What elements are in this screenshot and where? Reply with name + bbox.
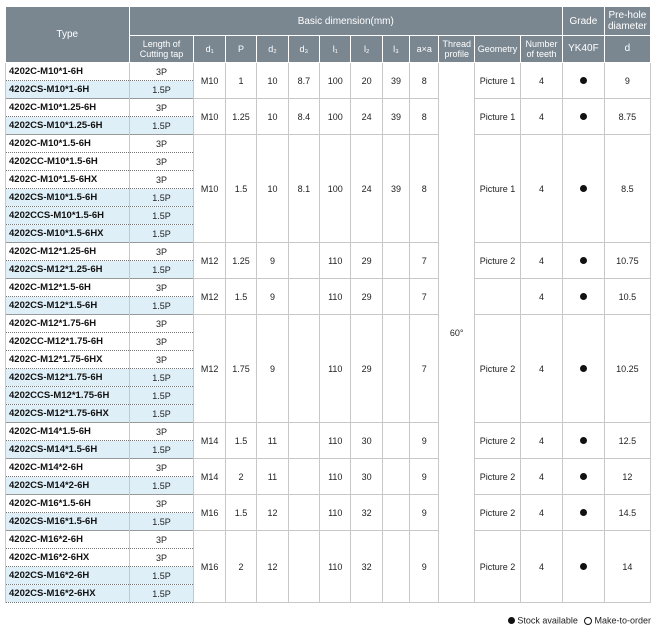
l2-cell: 29 bbox=[351, 243, 382, 279]
cutting-tap-cell: 3P bbox=[129, 423, 194, 441]
l2-cell: 32 bbox=[351, 531, 382, 603]
cutting-tap-cell: 1.5P bbox=[129, 477, 194, 495]
l2-cell: 30 bbox=[351, 459, 382, 495]
type-cell: 4202C-M12*1.5-6H bbox=[6, 279, 130, 297]
prehole-d-cell: 12 bbox=[604, 459, 650, 495]
l1-cell: 110 bbox=[320, 279, 351, 315]
geometry-cell: Picture 2 bbox=[475, 243, 521, 279]
l2-cell: 29 bbox=[351, 279, 382, 315]
l2-cell: 24 bbox=[351, 99, 382, 135]
cutting-tap-cell: 1.5P bbox=[129, 117, 194, 135]
legend-make-label: Make-to-order bbox=[594, 615, 651, 626]
type-cell: 4202CS-M16*2-6HX bbox=[6, 585, 130, 603]
header-geometry: Geometry bbox=[475, 36, 521, 63]
type-cell: 4202C-M12*1.75-6HX bbox=[6, 351, 130, 369]
d1-cell: M12 bbox=[194, 315, 225, 423]
table-row bbox=[6, 495, 651, 513]
teeth-cell: 4 bbox=[521, 243, 563, 279]
l2-cell: 24 bbox=[351, 135, 382, 243]
header-d: d bbox=[604, 36, 650, 63]
header-d3: d₃ bbox=[288, 36, 319, 63]
type-cell: 4202CC-M12*1.75-6H bbox=[6, 333, 130, 351]
type-cell: 4202CS-M10*1-6H bbox=[6, 81, 130, 99]
type-cell: 4202CS-M12*1.25-6H bbox=[6, 261, 130, 279]
cutting-tap-cell: 3P bbox=[129, 63, 194, 81]
l2-cell: 32 bbox=[351, 495, 382, 531]
geometry-cell: Picture 1 bbox=[475, 63, 521, 99]
table-row bbox=[6, 135, 651, 153]
grade-cell bbox=[562, 135, 604, 243]
p-cell: 1.5 bbox=[225, 423, 256, 459]
cutting-tap-cell: 3P bbox=[129, 279, 194, 297]
cutting-tap-cell: 1.5P bbox=[129, 441, 194, 459]
d2-cell: 9 bbox=[257, 315, 288, 423]
d1-cell: M14 bbox=[194, 423, 225, 459]
make-to-order-circle-icon bbox=[584, 617, 592, 625]
l1-cell: 110 bbox=[320, 243, 351, 279]
l3-cell bbox=[382, 459, 409, 495]
p-cell: 1 bbox=[225, 63, 256, 99]
type-cell: 4202CS-M10*1.25-6H bbox=[6, 117, 130, 135]
cutting-tap-cell: 3P bbox=[129, 495, 194, 513]
prehole-d-cell: 8.5 bbox=[604, 135, 650, 243]
type-cell: 4202C-M16*2-6HX bbox=[6, 549, 130, 567]
header-teeth: Number of teeth bbox=[521, 36, 563, 63]
type-cell: 4202CS-M14*2-6H bbox=[6, 477, 130, 495]
stock-available-dot-icon bbox=[580, 473, 587, 480]
stock-available-dot-icon bbox=[580, 113, 587, 120]
type-cell: 4202CS-M10*1.5-6HX bbox=[6, 225, 130, 243]
l2-cell: 20 bbox=[351, 63, 382, 99]
p-cell: 1.75 bbox=[225, 315, 256, 423]
d3-cell: 8.4 bbox=[288, 99, 319, 135]
cutting-tap-cell: 1.5P bbox=[129, 513, 194, 531]
d2-cell: 11 bbox=[257, 459, 288, 495]
prehole-d-cell: 10.5 bbox=[604, 279, 650, 315]
prehole-d-cell: 14.5 bbox=[604, 495, 650, 531]
cutting-tap-cell: 3P bbox=[129, 549, 194, 567]
grade-cell bbox=[562, 63, 604, 99]
axa-cell: 9 bbox=[410, 495, 439, 531]
axa-cell: 8 bbox=[410, 135, 439, 243]
p-cell: 1.5 bbox=[225, 495, 256, 531]
stock-available-dot-icon bbox=[580, 563, 587, 570]
grade-cell bbox=[562, 531, 604, 603]
cutting-tap-cell: 3P bbox=[129, 99, 194, 117]
cutting-tap-cell: 3P bbox=[129, 135, 194, 153]
geometry-cell: Picture 2 bbox=[475, 531, 521, 603]
prehole-d-cell: 9 bbox=[604, 63, 650, 99]
type-cell: 4202CS-M16*1.5-6H bbox=[6, 513, 130, 531]
cutting-tap-cell: 3P bbox=[129, 243, 194, 261]
p-cell: 1.5 bbox=[225, 279, 256, 315]
type-cell: 4202C-M12*1.25-6H bbox=[6, 243, 130, 261]
prehole-d-cell: 12.5 bbox=[604, 423, 650, 459]
p-cell: 1.25 bbox=[225, 243, 256, 279]
legend-stock-label: Stock available bbox=[517, 615, 578, 626]
header-thread-profile: Thread profile bbox=[439, 36, 475, 63]
l1-cell: 110 bbox=[320, 495, 351, 531]
stock-available-dot-icon bbox=[508, 617, 515, 624]
l1-cell: 110 bbox=[320, 315, 351, 423]
stock-available-dot-icon bbox=[580, 365, 587, 372]
axa-cell: 9 bbox=[410, 531, 439, 603]
l1-cell: 110 bbox=[320, 531, 351, 603]
d3-cell: 8.7 bbox=[288, 63, 319, 99]
cutting-tap-cell: 1.5P bbox=[129, 405, 194, 423]
prehole-d-cell: 10.75 bbox=[604, 243, 650, 279]
header-length-cutting-tap: Length of Cutting tap bbox=[129, 36, 194, 63]
header-l1: l₁ bbox=[320, 36, 351, 63]
p-cell: 1.25 bbox=[225, 99, 256, 135]
header-type: Type bbox=[6, 7, 130, 63]
header-d1: d₁ bbox=[194, 36, 225, 63]
d3-cell bbox=[288, 459, 319, 495]
p-cell: 1.5 bbox=[225, 135, 256, 243]
l2-cell: 29 bbox=[351, 315, 382, 423]
table-row bbox=[6, 63, 651, 81]
teeth-cell: 4 bbox=[521, 423, 563, 459]
d3-cell bbox=[288, 243, 319, 279]
axa-cell: 8 bbox=[410, 63, 439, 99]
header-l3: l₃ bbox=[382, 36, 409, 63]
axa-cell: 8 bbox=[410, 99, 439, 135]
l3-cell bbox=[382, 243, 409, 279]
d2-cell: 9 bbox=[257, 279, 288, 315]
teeth-cell: 4 bbox=[521, 135, 563, 243]
stock-available-dot-icon bbox=[580, 437, 587, 444]
header-prehole: Pre-hole diameter bbox=[604, 7, 650, 36]
type-cell: 4202CCS-M10*1.5-6H bbox=[6, 207, 130, 225]
type-cell: 4202C-M16*1.5-6H bbox=[6, 495, 130, 513]
geometry-cell: Picture 1 bbox=[475, 135, 521, 243]
l3-cell: 39 bbox=[382, 135, 409, 243]
grade-cell bbox=[562, 315, 604, 423]
cutting-tap-cell: 3P bbox=[129, 315, 194, 333]
cutting-tap-cell: 3P bbox=[129, 531, 194, 549]
type-cell: 4202C-M14*2-6H bbox=[6, 459, 130, 477]
type-cell: 4202C-M10*1-6H bbox=[6, 63, 130, 81]
cutting-tap-cell: 1.5P bbox=[129, 261, 194, 279]
stock-available-dot-icon bbox=[580, 293, 587, 300]
type-cell: 4202CS-M16*2-6H bbox=[6, 567, 130, 585]
d1-cell: M10 bbox=[194, 63, 225, 99]
cutting-tap-cell: 1.5P bbox=[129, 207, 194, 225]
cutting-tap-cell: 3P bbox=[129, 333, 194, 351]
teeth-cell: 4 bbox=[521, 279, 563, 315]
type-cell: 4202C-M16*2-6H bbox=[6, 531, 130, 549]
d1-cell: M12 bbox=[194, 279, 225, 315]
cutting-tap-cell: 1.5P bbox=[129, 81, 194, 99]
grade-cell bbox=[562, 423, 604, 459]
grade-cell bbox=[562, 495, 604, 531]
p-cell: 2 bbox=[225, 459, 256, 495]
geometry-cell bbox=[475, 279, 521, 315]
d1-cell: M14 bbox=[194, 459, 225, 495]
geometry-cell: Picture 2 bbox=[475, 495, 521, 531]
axa-cell: 7 bbox=[410, 315, 439, 423]
l3-cell bbox=[382, 423, 409, 459]
header-l2: l₂ bbox=[351, 36, 382, 63]
geometry-cell: Picture 2 bbox=[475, 315, 521, 423]
d1-cell: M12 bbox=[194, 243, 225, 279]
prehole-d-cell: 14 bbox=[604, 531, 650, 603]
table-row bbox=[6, 99, 651, 117]
type-cell: 4202CS-M12*1.5-6H bbox=[6, 297, 130, 315]
teeth-cell: 4 bbox=[521, 459, 563, 495]
legend bbox=[508, 615, 651, 626]
teeth-cell: 4 bbox=[521, 315, 563, 423]
cutting-tap-cell: 1.5P bbox=[129, 585, 194, 603]
stock-available-dot-icon bbox=[580, 185, 587, 192]
cutting-tap-cell: 3P bbox=[129, 171, 194, 189]
header-d2: d₂ bbox=[257, 36, 288, 63]
header-basic-dimension: Basic dimension(mm) bbox=[129, 7, 562, 36]
thread-profile-cell: 60° bbox=[439, 63, 475, 603]
cutting-tap-cell: 1.5P bbox=[129, 225, 194, 243]
prehole-d-cell: 8.75 bbox=[604, 99, 650, 135]
spec-table-body bbox=[6, 63, 651, 603]
d3-cell: 8.1 bbox=[288, 135, 319, 243]
d2-cell: 10 bbox=[257, 99, 288, 135]
grade-cell bbox=[562, 279, 604, 315]
l3-cell bbox=[382, 279, 409, 315]
type-cell: 4202C-M10*1.25-6H bbox=[6, 99, 130, 117]
d2-cell: 12 bbox=[257, 495, 288, 531]
p-cell: 2 bbox=[225, 531, 256, 603]
l1-cell: 110 bbox=[320, 423, 351, 459]
d3-cell bbox=[288, 423, 319, 459]
type-cell: 4202CC-M10*1.5-6H bbox=[6, 153, 130, 171]
d2-cell: 10 bbox=[257, 63, 288, 99]
table-row bbox=[6, 423, 651, 441]
geometry-cell: Picture 2 bbox=[475, 423, 521, 459]
d2-cell: 9 bbox=[257, 243, 288, 279]
l2-cell: 30 bbox=[351, 423, 382, 459]
cutting-tap-cell: 1.5P bbox=[129, 189, 194, 207]
l1-cell: 100 bbox=[320, 135, 351, 243]
d3-cell bbox=[288, 495, 319, 531]
teeth-cell: 4 bbox=[521, 531, 563, 603]
type-cell: 4202CS-M14*1.5-6H bbox=[6, 441, 130, 459]
header-axa: a×a bbox=[410, 36, 439, 63]
cutting-tap-cell: 3P bbox=[129, 351, 194, 369]
type-cell: 4202C-M12*1.75-6H bbox=[6, 315, 130, 333]
type-cell: 4202C-M10*1.5-6HX bbox=[6, 171, 130, 189]
spec-table-wrapper bbox=[5, 6, 651, 603]
table-row bbox=[6, 459, 651, 477]
header-grade: Grade bbox=[562, 7, 604, 36]
d3-cell bbox=[288, 315, 319, 423]
teeth-cell: 4 bbox=[521, 99, 563, 135]
type-cell: 4202CCS-M12*1.75-6H bbox=[6, 387, 130, 405]
d2-cell: 11 bbox=[257, 423, 288, 459]
cutting-tap-cell: 3P bbox=[129, 459, 194, 477]
prehole-d-cell: 10.25 bbox=[604, 315, 650, 423]
type-cell: 4202CS-M12*1.75-6HX bbox=[6, 405, 130, 423]
type-cell: 4202C-M14*1.5-6H bbox=[6, 423, 130, 441]
l3-cell bbox=[382, 495, 409, 531]
axa-cell: 7 bbox=[410, 279, 439, 315]
stock-available-dot-icon bbox=[580, 77, 587, 84]
l3-cell: 39 bbox=[382, 99, 409, 135]
cutting-tap-cell: 3P bbox=[129, 153, 194, 171]
l1-cell: 110 bbox=[320, 459, 351, 495]
grade-cell bbox=[562, 459, 604, 495]
d1-cell: M10 bbox=[194, 135, 225, 243]
type-cell: 4202CS-M10*1.5-6H bbox=[6, 189, 130, 207]
type-cell: 4202CS-M12*1.75-6H bbox=[6, 369, 130, 387]
cutting-tap-cell: 1.5P bbox=[129, 387, 194, 405]
l1-cell: 100 bbox=[320, 99, 351, 135]
d3-cell bbox=[288, 531, 319, 603]
table-row bbox=[6, 243, 651, 261]
geometry-cell: Picture 1 bbox=[475, 99, 521, 135]
l3-cell bbox=[382, 531, 409, 603]
d1-cell: M10 bbox=[194, 99, 225, 135]
teeth-cell: 4 bbox=[521, 495, 563, 531]
table-row bbox=[6, 279, 651, 297]
teeth-cell: 4 bbox=[521, 63, 563, 99]
stock-available-dot-icon bbox=[580, 257, 587, 264]
type-cell: 4202C-M10*1.5-6H bbox=[6, 135, 130, 153]
d1-cell: M16 bbox=[194, 495, 225, 531]
d3-cell bbox=[288, 279, 319, 315]
table-row bbox=[6, 531, 651, 549]
table-row bbox=[6, 315, 651, 333]
d2-cell: 10 bbox=[257, 135, 288, 243]
d2-cell: 12 bbox=[257, 531, 288, 603]
grade-cell bbox=[562, 99, 604, 135]
geometry-cell: Picture 2 bbox=[475, 459, 521, 495]
spec-table bbox=[5, 6, 651, 603]
axa-cell: 9 bbox=[410, 423, 439, 459]
l3-cell bbox=[382, 315, 409, 423]
header-p: P bbox=[225, 36, 256, 63]
cutting-tap-cell: 1.5P bbox=[129, 369, 194, 387]
grade-cell bbox=[562, 243, 604, 279]
cutting-tap-cell: 1.5P bbox=[129, 297, 194, 315]
d1-cell: M16 bbox=[194, 531, 225, 603]
cutting-tap-cell: 1.5P bbox=[129, 567, 194, 585]
header-grade-code: YK40F bbox=[562, 36, 604, 63]
axa-cell: 9 bbox=[410, 459, 439, 495]
stock-available-dot-icon bbox=[580, 509, 587, 516]
axa-cell: 7 bbox=[410, 243, 439, 279]
l1-cell: 100 bbox=[320, 63, 351, 99]
l3-cell: 39 bbox=[382, 63, 409, 99]
